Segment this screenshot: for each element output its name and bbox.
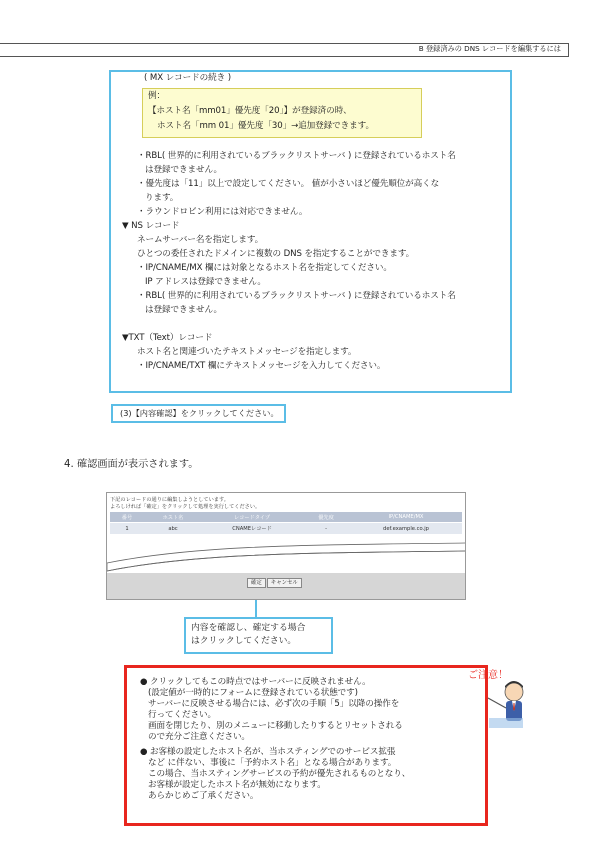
screenshot-intro: [110, 497, 260, 510]
confirmation-screenshot: [106, 492, 466, 600]
txt-line-1: ホスト名と関連づいたテキストメッセージを指定します。: [137, 347, 357, 357]
caution-p2-line-5: あらかじめご了承ください。: [148, 791, 259, 801]
callout-line-1: 内容を確認し、確定する場合: [191, 623, 306, 633]
caution-p2-line-1: ● お客様の設定したホスト名が、当ホスティングでのサービス拡張: [140, 747, 396, 757]
caution-badge: ご注意！: [468, 670, 508, 681]
caution-p2-line-3: この場合、当ホスティングサービスの予約が優先されるものとなり、: [148, 769, 411, 779]
confirm-callout: [184, 617, 333, 654]
txt-heading: ▼TXT（Text）レコード: [122, 333, 213, 343]
cancel-button[interactable]: キャンセル: [267, 578, 302, 588]
mx-note-2b: ります。: [145, 193, 179, 203]
column-header: IP/CNAME/MX: [350, 512, 462, 523]
mx-note-3: ・ラウンドロビン利用には対応できません。: [137, 207, 308, 217]
table-cell: 1: [110, 523, 144, 535]
caution-p1-line-1: ● クリックしてもこの時点ではサーバーに反映されません。: [140, 677, 371, 687]
page-break-wave: [107, 541, 466, 577]
example-line-1: 【ホスト名「mm01」優先度「20」】が登録済の時、: [148, 106, 352, 116]
caution-p1-line-4: 行ってください。: [148, 710, 216, 720]
column-header: ホスト名: [144, 512, 202, 523]
caution-p1-line-5: 画面を閉じたり、別のメニューに移動したりするとリセットされる: [148, 721, 403, 731]
ns-line-2: ひとつの委任されたドメインに複数の DNS を指定することができます。: [137, 249, 415, 259]
caution-p1-line-2: (設定値が一時的にフォームに登録されている状態です): [148, 688, 358, 698]
caution-p1-line-6: ので充分ご注意ください。: [148, 732, 250, 742]
table-cell: -: [302, 523, 350, 535]
mx-note-1a: ・RBL( 世界的に利用されているブラックリストサーバ ) に登録されているホスト名: [137, 151, 456, 161]
ns-line-5b: は登録できません。: [145, 305, 222, 315]
table-header-row: [110, 512, 462, 523]
ns-heading: ▼ NS レコード: [122, 221, 180, 231]
step-3-instruction: (3)【内容確認】をクリックしてください。: [111, 404, 286, 423]
ns-line-5a: ・RBL( 世界的に利用されているブラックリストサーバ ) に登録されているホスト名: [137, 291, 456, 301]
column-header: レコードタイプ: [202, 512, 302, 523]
callout-connector: [255, 600, 257, 617]
record-table: [110, 512, 462, 534]
screenshot-buttons: [247, 578, 303, 588]
column-header: 優先度: [302, 512, 350, 523]
caution-p1-line-3: サーバーに反映させる場合には、必ず次の手順「5」以降の操作を: [148, 699, 400, 709]
txt-line-2: ・IP/CNAME/TXT 欄にテキストメッセージを入力してください。: [137, 361, 386, 371]
ns-line-3: ・IP/CNAME/MX 欄には対象となるホスト名を指定してください。: [137, 263, 392, 273]
table-cell: abc: [144, 523, 202, 535]
column-header: 番号: [110, 512, 144, 523]
ns-line-1: ネームサーバー名を指定します。: [137, 235, 264, 245]
caution-p2-line-4: お客様が設定したホスト名が無効になります。: [148, 780, 326, 790]
table-cell: def.example.co.jp: [350, 523, 462, 535]
page-header-title: B 登録済みの DNS レコードを編集するには: [418, 44, 561, 53]
confirm-button[interactable]: 確定: [247, 578, 266, 588]
table-cell: CNAMEレコード: [202, 523, 302, 535]
example-line-2: ホスト名「mm 01」優先度「30」→追加登録できます。: [157, 121, 374, 131]
screenshot-intro-line-2: よろしければ「確定」をクリックして処理を実行してください。: [110, 503, 261, 510]
step-4-heading: 4. 確認画面が表示されます。: [64, 459, 199, 470]
presenter-pointing-icon: [484, 678, 530, 730]
mx-note-1b: は登録できません。: [145, 165, 222, 175]
table-row: [110, 523, 462, 535]
example-label: 例：: [148, 91, 165, 101]
screenshot-intro-line-1: 下記のレコードの通りに編集しようとしています。: [110, 497, 229, 503]
caution-p2-line-2: など に伴ない、事後に「予約ホスト名」となる場合があります。: [148, 758, 397, 768]
ns-line-4: IP アドレスは登録できません。: [145, 277, 266, 287]
mx-note-2a: ・優先度は「11」以上で設定してください。 値が小さいほど優先順位が高くな: [137, 179, 440, 189]
callout-line-2: はクリックしてください。: [191, 636, 297, 646]
mx-continued-label: ( MX レコードの続き ): [144, 73, 231, 83]
